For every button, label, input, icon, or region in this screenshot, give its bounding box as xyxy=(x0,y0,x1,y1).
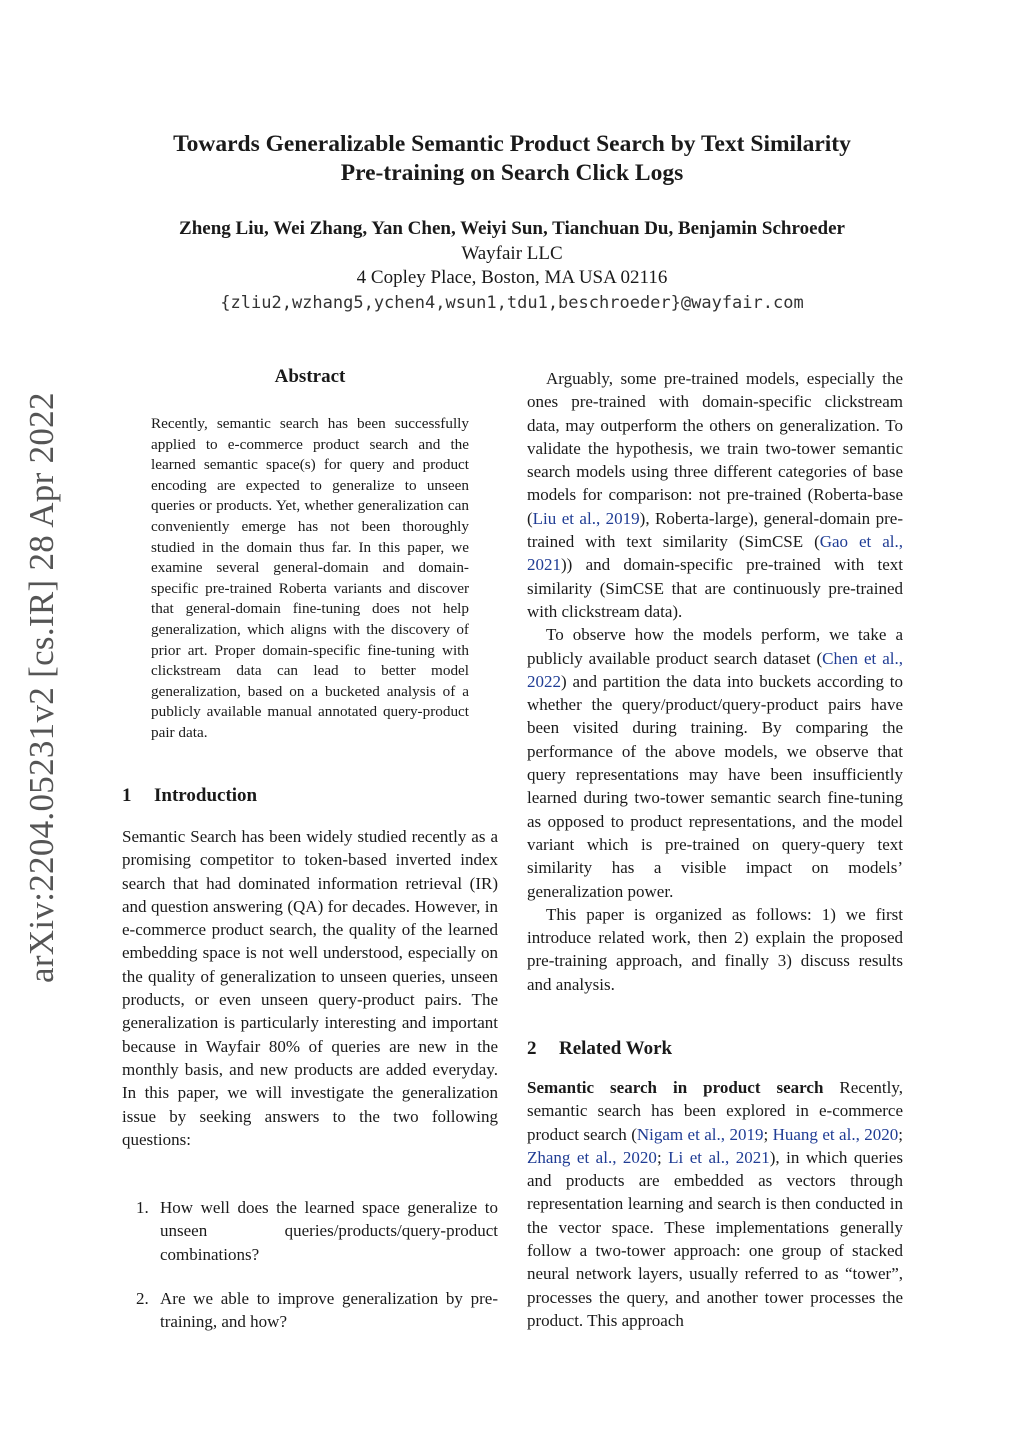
body-text: ), in which queries and products are embedded as vectors through representation learning and search is then conducted in the vector space. These implementations generally follow a two-tower approach: one group of stacked neural network layers, usually referred to as “tower”, processes the query, and another tower processes the product. This approach xyxy=(527,1147,903,1330)
section-heading-related-work xyxy=(527,1038,672,1060)
separator: ; xyxy=(898,1124,903,1144)
abstract-heading: Abstract xyxy=(274,366,346,387)
intro-text: Semantic Search has been widely studied recently as a promising competitor to token-based inverted index search that had dominated information retrieval (IR) and question answering (QA) for decades. However, in e-commerce product search, the quality of the learned embedding space is not well understood, especially on the quality of generalization to unseen queries, unseen products, or even unseen query-product pairs. The generalization is particularly interesting and important because in Wayfair 80% of queries are new in the monthly basis, and new products are added everyday. In this paper, we will investigate the generalization issue by seeking answers to the two following questions: xyxy=(122,827,498,1149)
separator: ; xyxy=(763,1124,773,1144)
section-heading-introduction xyxy=(122,785,257,807)
list-item xyxy=(122,1287,498,1334)
paragraph-observation xyxy=(527,623,903,903)
citation-link[interactable]: Zhang et al., 2020 xyxy=(527,1147,657,1167)
address: 4 Copley Place, Boston, MA USA 02116 xyxy=(356,267,668,288)
list-marker: 1. xyxy=(136,1198,149,1217)
author-emails: {zliu2,wzhang5,ychen4,wsun1,tdu1,beschroeder}@wayfair.com xyxy=(220,293,804,313)
citation-link[interactable]: Chen et al., 2022 xyxy=(527,648,903,691)
intro-paragraph xyxy=(122,825,498,1151)
paper-title xyxy=(100,130,924,188)
citation-link[interactable]: Gao et al., 2021 xyxy=(527,532,903,575)
arxiv-side-tag: arXiv:2204.05231v2 [cs.IR] 28 Apr 2022 xyxy=(22,392,61,983)
paragraph-semantic-search xyxy=(527,1076,903,1332)
section-title: Introduction xyxy=(154,785,258,806)
affiliation: Wayfair LLC xyxy=(461,243,563,264)
body-text: Recently, semantic search has been explored in e-commerce product search ( xyxy=(527,1078,903,1144)
section-number: 2 xyxy=(527,1038,537,1059)
citation-link[interactable]: Nigam et al., 2019 xyxy=(636,1124,764,1144)
paragraph-lead: Semantic search in product search xyxy=(527,1078,824,1097)
list-marker: 2. xyxy=(136,1288,149,1308)
body-text: Arguably, some pre-trained models, especially the ones pre-trained with domain-specific clickstream data, may outperform the others on generalization. To validate the hypothesis, we train two-tower semantic search models using three different categories of base models for comparison: not pre-trained (Roberta-base ( xyxy=(527,369,903,528)
list-item xyxy=(122,1196,498,1266)
title-line-2: Pre-training on Search Click Logs xyxy=(340,160,684,186)
citation-link[interactable]: Huang et al., 2020 xyxy=(772,1124,899,1144)
author-list: Zheng Liu, Wei Zhang, Yan Chen, Weiyi Sun, Tianchuan Du, Benjamin Schroeder xyxy=(179,218,845,239)
list-item-text: How well does the learned space generalize to unseen queries/products/query-product combinations? xyxy=(160,1198,498,1264)
section-number: 1 xyxy=(122,785,132,806)
list-item-text: Are we able to improve generalization by pre-training, and how? xyxy=(160,1288,498,1332)
separator: ; xyxy=(656,1147,669,1167)
body-text: To observe how the models perform, we take a publicly available product search dataset ( xyxy=(527,625,903,668)
abstract-text: Recently, semantic search has been successfully applied to e-commerce product search and the learned semantic space(s) for query and product encoding are expected to generalize to unseen queries or products. Yet, whether generalization can conveniently emerge has not been thoroughly studied in the domain thus far. In this paper, we examine several general-domain and domain-specific pre-trained Roberta variants and discover that general-domain fine-tuning does not help generalization, which aligns with the discovery of prior art. Proper domain-specific fine-tuning with clickstream data can lead to better model generalization, based on a bucketed analysis of a publicly available manual annotated query-product pair data. xyxy=(151,415,469,741)
body-text: ) and partition the data into buckets according to whether the query/product/query-product pairs have been visited during training. By comparing the performance of the above models, we observe that query representations may have been insufficiently learned during two-tower semantic search fine-tuning as opposed to product representations, and the model variant which is pre-trained on query-query text similarity has a visible impact on models’ generalization power. xyxy=(527,671,903,901)
related-work-paragraph xyxy=(527,1076,903,1332)
title-line-1: Towards Generalizable Semantic Product Search by Text Similarity xyxy=(173,131,851,157)
body-text: )) and domain-specific pre-trained with text similarity (SimCSE that are continuously pre-trained with clickstream data). xyxy=(527,555,903,621)
paragraph-organization: This paper is organized as follows: 1) we first introduce related work, then 2) explain the proposed pre-training approach, and finally 3) discuss results and analysis. xyxy=(527,904,903,994)
paragraph-hypothesis xyxy=(527,367,903,623)
body-text: ), Roberta-large), general-domain pre-trained with text similarity (SimCSE ( xyxy=(527,508,903,552)
section-title: Related Work xyxy=(559,1038,673,1059)
citation-link[interactable]: Li et al., 2021 xyxy=(668,1147,770,1167)
question-list xyxy=(122,1196,498,1333)
citation-link[interactable]: Liu et al., 2019 xyxy=(532,508,640,528)
right-column xyxy=(527,367,903,996)
